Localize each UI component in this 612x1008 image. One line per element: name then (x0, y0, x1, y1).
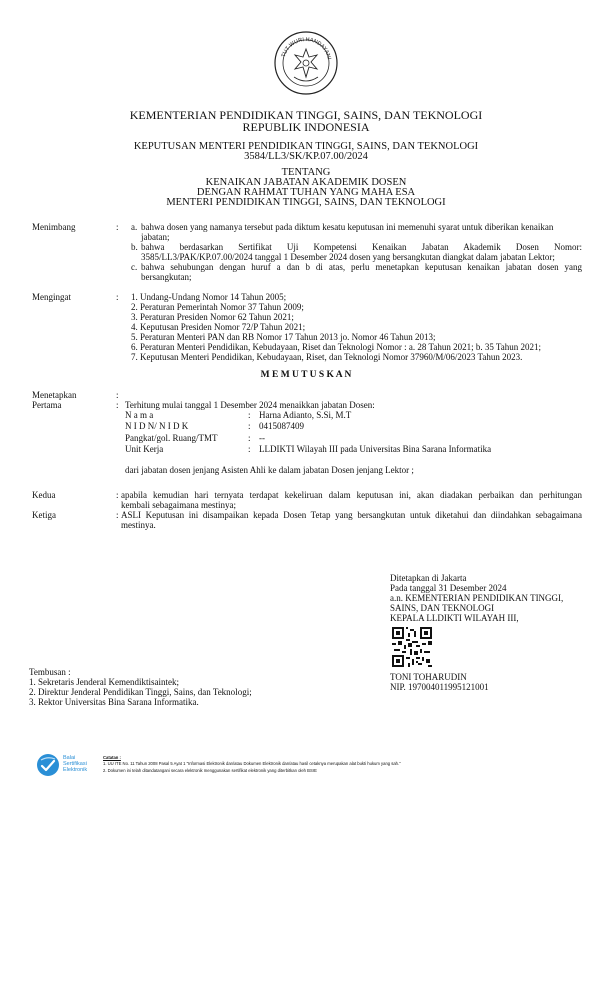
mengingat-item: 6. Peraturan Menteri Pendidikan, Kebudayaan, Riset dan Teknologi Nomor : a. 28 Tahun 2021; b. 35 Tahun 2021; (131, 342, 542, 352)
ketiga-line2: mestinya. (121, 520, 156, 530)
menimbang-label: Menimbang (32, 222, 76, 232)
ketiga-label: Ketiga (32, 510, 56, 520)
field-sep: : (248, 433, 251, 443)
bsre-logo-line2: Sertifikasi (63, 761, 87, 767)
menimbang-c-line2: bersangkutan; (141, 272, 192, 282)
bsre-logo-line1: Balai (63, 755, 76, 761)
menimbang-a-line2: jabatan; (141, 232, 170, 242)
tembusan-item: 3. Rektor Universitas Bina Sarana Informatika. (29, 697, 199, 707)
kedua-line1: apabila kemudian hari ternyata terdapat kekeliruan dalam keputusan ini, akan diadakan perbaikan dan perhitungan (121, 490, 582, 500)
mengingat-item: 4. Keputusan Presiden Nomor 72/P Tahun 2021; (131, 322, 306, 332)
signature-name: TONI TOHARUDIN (390, 672, 467, 682)
menimbang-a-line1: bahwa dosen yang namanya tersebut pada diktum kesatu keputusan ini memenuhi syarat untuk diberikan kenaikan (141, 222, 554, 232)
signature-nip: NIP. 197004011995121001 (390, 682, 489, 692)
menimbang-letter-c: c. (131, 262, 138, 272)
tentang-heading: TENTANG (281, 167, 331, 178)
menimbang-letter-a: a. (131, 222, 138, 232)
mengingat-item: 7. Keputusan Menteri Pendidikan, Kebudayaan, Riset, dan Teknologi Nomor 37960/M/06/2023 Tahun 2023. (131, 352, 523, 362)
field-sep: : (248, 444, 251, 454)
mengingat-item: 5. Peraturan Menteri PAN dan RB Nomor 17 Tahun 2013 jo. Nomor 46 Tahun 2013; (131, 332, 436, 342)
minister-line: MENTERI PENDIDIKAN TINGGI, SAINS, DAN TEKNOLOGI (166, 197, 446, 208)
menimbang-c-line1: bahwa sehubungan dengan huruf a dan b di atas, perlu menetapkan keputusan kenaikan jabatan dosen yang (141, 262, 582, 272)
footer-note-2: 2. Dokumen ini telah ditandatangani secara elektronik menggunakan sertifikat elektronik yang diterbitkan oleh BSrE (103, 768, 317, 773)
kedua-colon: : (116, 490, 119, 500)
menimbang-b-line1: bahwa berdasarkan Sertifikat Uji Kompetensi Kenaikan Jabatan Akademik Dosen Nomor: (141, 242, 582, 252)
mengingat-label: Mengingat (32, 292, 71, 302)
field-sep: : (248, 410, 251, 420)
mengingat-item: 3. Peraturan Presiden Nomor 62 Tahun 2021; (131, 312, 294, 322)
field-value-pangkat: -- (259, 433, 265, 443)
pertama-label: Pertama (32, 400, 62, 410)
footer-catatan: Catatan : (103, 755, 121, 760)
pertama-closing: dari jabatan dosen jenjang Asisten Ahli ke dalam jabatan Dosen jenjang Lektor ; (125, 465, 414, 475)
signature-position: KEPALA LLDIKTI WILAYAH III, (390, 613, 519, 623)
decree-subject: KENAIKAN JABATAN AKADEMIK DOSEN (205, 177, 407, 188)
signature-on-behalf-1: a.n. KEMENTERIAN PENDIDIKAN TINGGI, (390, 593, 564, 603)
decree-title: KEPUTUSAN MENTERI PENDIDIKAN TINGGI, SAINS, DAN TEKNOLOGI (133, 141, 479, 152)
menimbang-b-line2: 3585/LL3/PAK/KP.07.00/2024 tanggal 1 Desember 2024 dosen yang bersangkutan diangkat dalam jabatan Lektor; (141, 252, 555, 262)
signature-date: Pada tanggal 31 Desember 2024 (390, 583, 507, 593)
svg-text:TUT WURI HANDAYANI: TUT WURI HANDAYANI (280, 36, 332, 61)
field-label-nama: N a m a (125, 410, 154, 420)
kedua-label: Kedua (32, 490, 56, 500)
pertama-intro: Terhitung mulai tanggal 1 Desember 2024 menaikkan jabatan Dosen: (125, 400, 375, 410)
menimbang-colon: : (116, 222, 119, 232)
ministry-title: KEMENTERIAN PENDIDIKAN TINGGI, SAINS, DAN TEKNOLOGI (129, 108, 483, 122)
kedua-line2: kembali sebagaimana mestinya; (121, 500, 236, 510)
memutuskan-heading: M E M U T U S K A N (260, 370, 352, 380)
footer-note-1: 1. UU ITE No. 11 Tahun 2008 Pasal 5 Ayat 1 "Informasi Elektronik dan/atau Dokumen Elektronik dan/atau hasil cetaknya merupakan alat bukti hukum yang sah." (103, 761, 401, 766)
signature-on-behalf-2: SAINS, DAN TEKNOLOGI (390, 603, 495, 613)
field-value-unit: LLDIKTI Wilayah III pada Universitas Bina Sarana Informatika (259, 444, 492, 454)
pertama-colon: : (116, 400, 119, 410)
mengingat-item: 1. Undang-Undang Nomor 14 Tahun 2005; (131, 292, 287, 302)
mengingat-item: 2. Peraturan Pemerintah Nomor 37 Tahun 2009; (131, 302, 304, 312)
field-sep: : (248, 421, 251, 431)
rahmat-line: DENGAN RAHMAT TUHAN YANG MAHA ESA (196, 187, 416, 198)
tembusan-item: 1. Sekretaris Jenderal Kemendiktisaintek; (29, 677, 179, 687)
qr-code-icon (392, 627, 432, 667)
signature-place: Ditetapkan di Jakarta (390, 573, 467, 583)
bsre-logo-icon (36, 753, 60, 777)
menetapkan-label: Menetapkan (32, 390, 77, 400)
menetapkan-colon: : (116, 390, 119, 400)
field-label-unit: Unit Kerja (125, 444, 164, 454)
tembusan-title: Tembusan : (29, 667, 71, 677)
ketiga-colon: : (116, 510, 119, 520)
garuda-emblem-seal (274, 31, 338, 95)
bsre-logo-line3: Elektronik (63, 767, 88, 773)
republic-title: REPUBLIK INDONESIA (242, 120, 370, 134)
field-value-nidn: 0415087409 (259, 421, 304, 431)
field-label-pangkat: Pangkat/gol. Ruang/TMT (125, 433, 218, 443)
menimbang-letter-b: b. (131, 242, 138, 252)
mengingat-colon: : (116, 292, 119, 302)
tembusan-item: 2. Direktur Jenderal Pendidikan Tinggi, Sains, dan Teknologi; (29, 687, 252, 697)
field-value-nama: Harna Adianto, S.Si, M.T (259, 410, 352, 420)
decree-number: 3584/LL3/SK/KP.07.00/2024 (244, 151, 368, 162)
ketiga-line1: ASLI Keputusan ini disampaikan kepada Dosen Tetap yang bersangkutan untuk diketahui dan diindahkan sebagaimana (121, 510, 582, 520)
field-label-nidn: N I D N/ N I D K (125, 421, 189, 431)
